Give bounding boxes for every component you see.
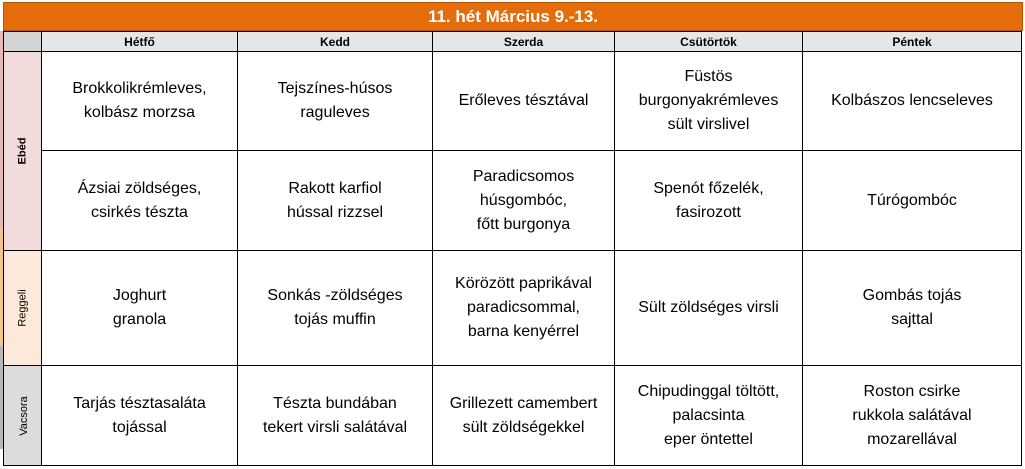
menu-cell[interactable]: Körözött paprikával paradicsommal, barna kenyérrel [433,251,615,366]
section-label-text: Reggeli [16,289,29,327]
section-label-text: Vacsora [17,395,30,436]
day-header-tuesday[interactable]: Kedd [238,32,433,52]
menu-cell[interactable]: Túrógombóc [803,151,1022,251]
table-row [4,251,1022,366]
day-header-monday[interactable]: Hétfő [42,32,238,52]
section-label-vacsora[interactable] [4,366,42,466]
menu-cell[interactable]: Brokkolikrémleves, kolbász morzsa [42,52,238,151]
table-row [4,52,1022,151]
day-header-friday[interactable]: Péntek [803,32,1022,52]
menu-cell[interactable]: Kolbászos lencseleves [803,52,1022,151]
menu-cell[interactable]: Erőleves tésztával [433,52,615,151]
section-label-reggeli[interactable] [4,251,42,366]
menu-cell[interactable]: Tarjás tésztasaláta tojással [42,366,238,466]
menu-cell[interactable]: Spenót főzelék, fasirozott [615,151,803,251]
menu-cell[interactable]: Paradicsomos húsgombóc, főtt burgonya [433,151,615,251]
menu-table [3,31,1022,466]
week-title[interactable]: 11. hét Március 9.-13. [3,2,1023,31]
day-header-wednesday[interactable]: Szerda [433,32,615,52]
menu-cell[interactable]: Sült zöldséges virsli [615,251,803,366]
menu-cell[interactable]: Tészta bundában tekert virsli salátával [238,366,433,466]
menu-cell[interactable]: Joghurt granola [42,251,238,366]
table-row [4,366,1022,466]
menu-cell[interactable]: Grillezett camembert sült zöldségekkel [433,366,615,466]
menu-cell[interactable]: Sonkás -zöldséges tojás muffin [238,251,433,366]
day-header-thursday[interactable]: Csütörtök [615,32,803,52]
menu-cell[interactable]: Füstös burgonyakrémleves sült virslivel [615,52,803,151]
menu-cell[interactable]: Gombás tojás sajttal [803,251,1022,366]
section-label-ebed[interactable] [4,52,42,251]
menu-cell[interactable]: Tejszínes-húsos raguleves [238,52,433,151]
menu-cell[interactable]: Roston csirke rukkola salátával mozarellával [803,366,1022,466]
menu-cell[interactable]: Chipudinggal töltött, palacsinta eper öntettel [615,366,803,466]
menu-cell[interactable]: Ázsiai zöldséges, csirkés tészta [42,151,238,251]
corner-cell[interactable] [4,32,42,52]
menu-cell[interactable]: Rakott karfiol hússal rizzsel [238,151,433,251]
table-row [4,151,1022,251]
day-header-row [4,32,1022,52]
section-label-text: Ebéd [16,137,29,165]
